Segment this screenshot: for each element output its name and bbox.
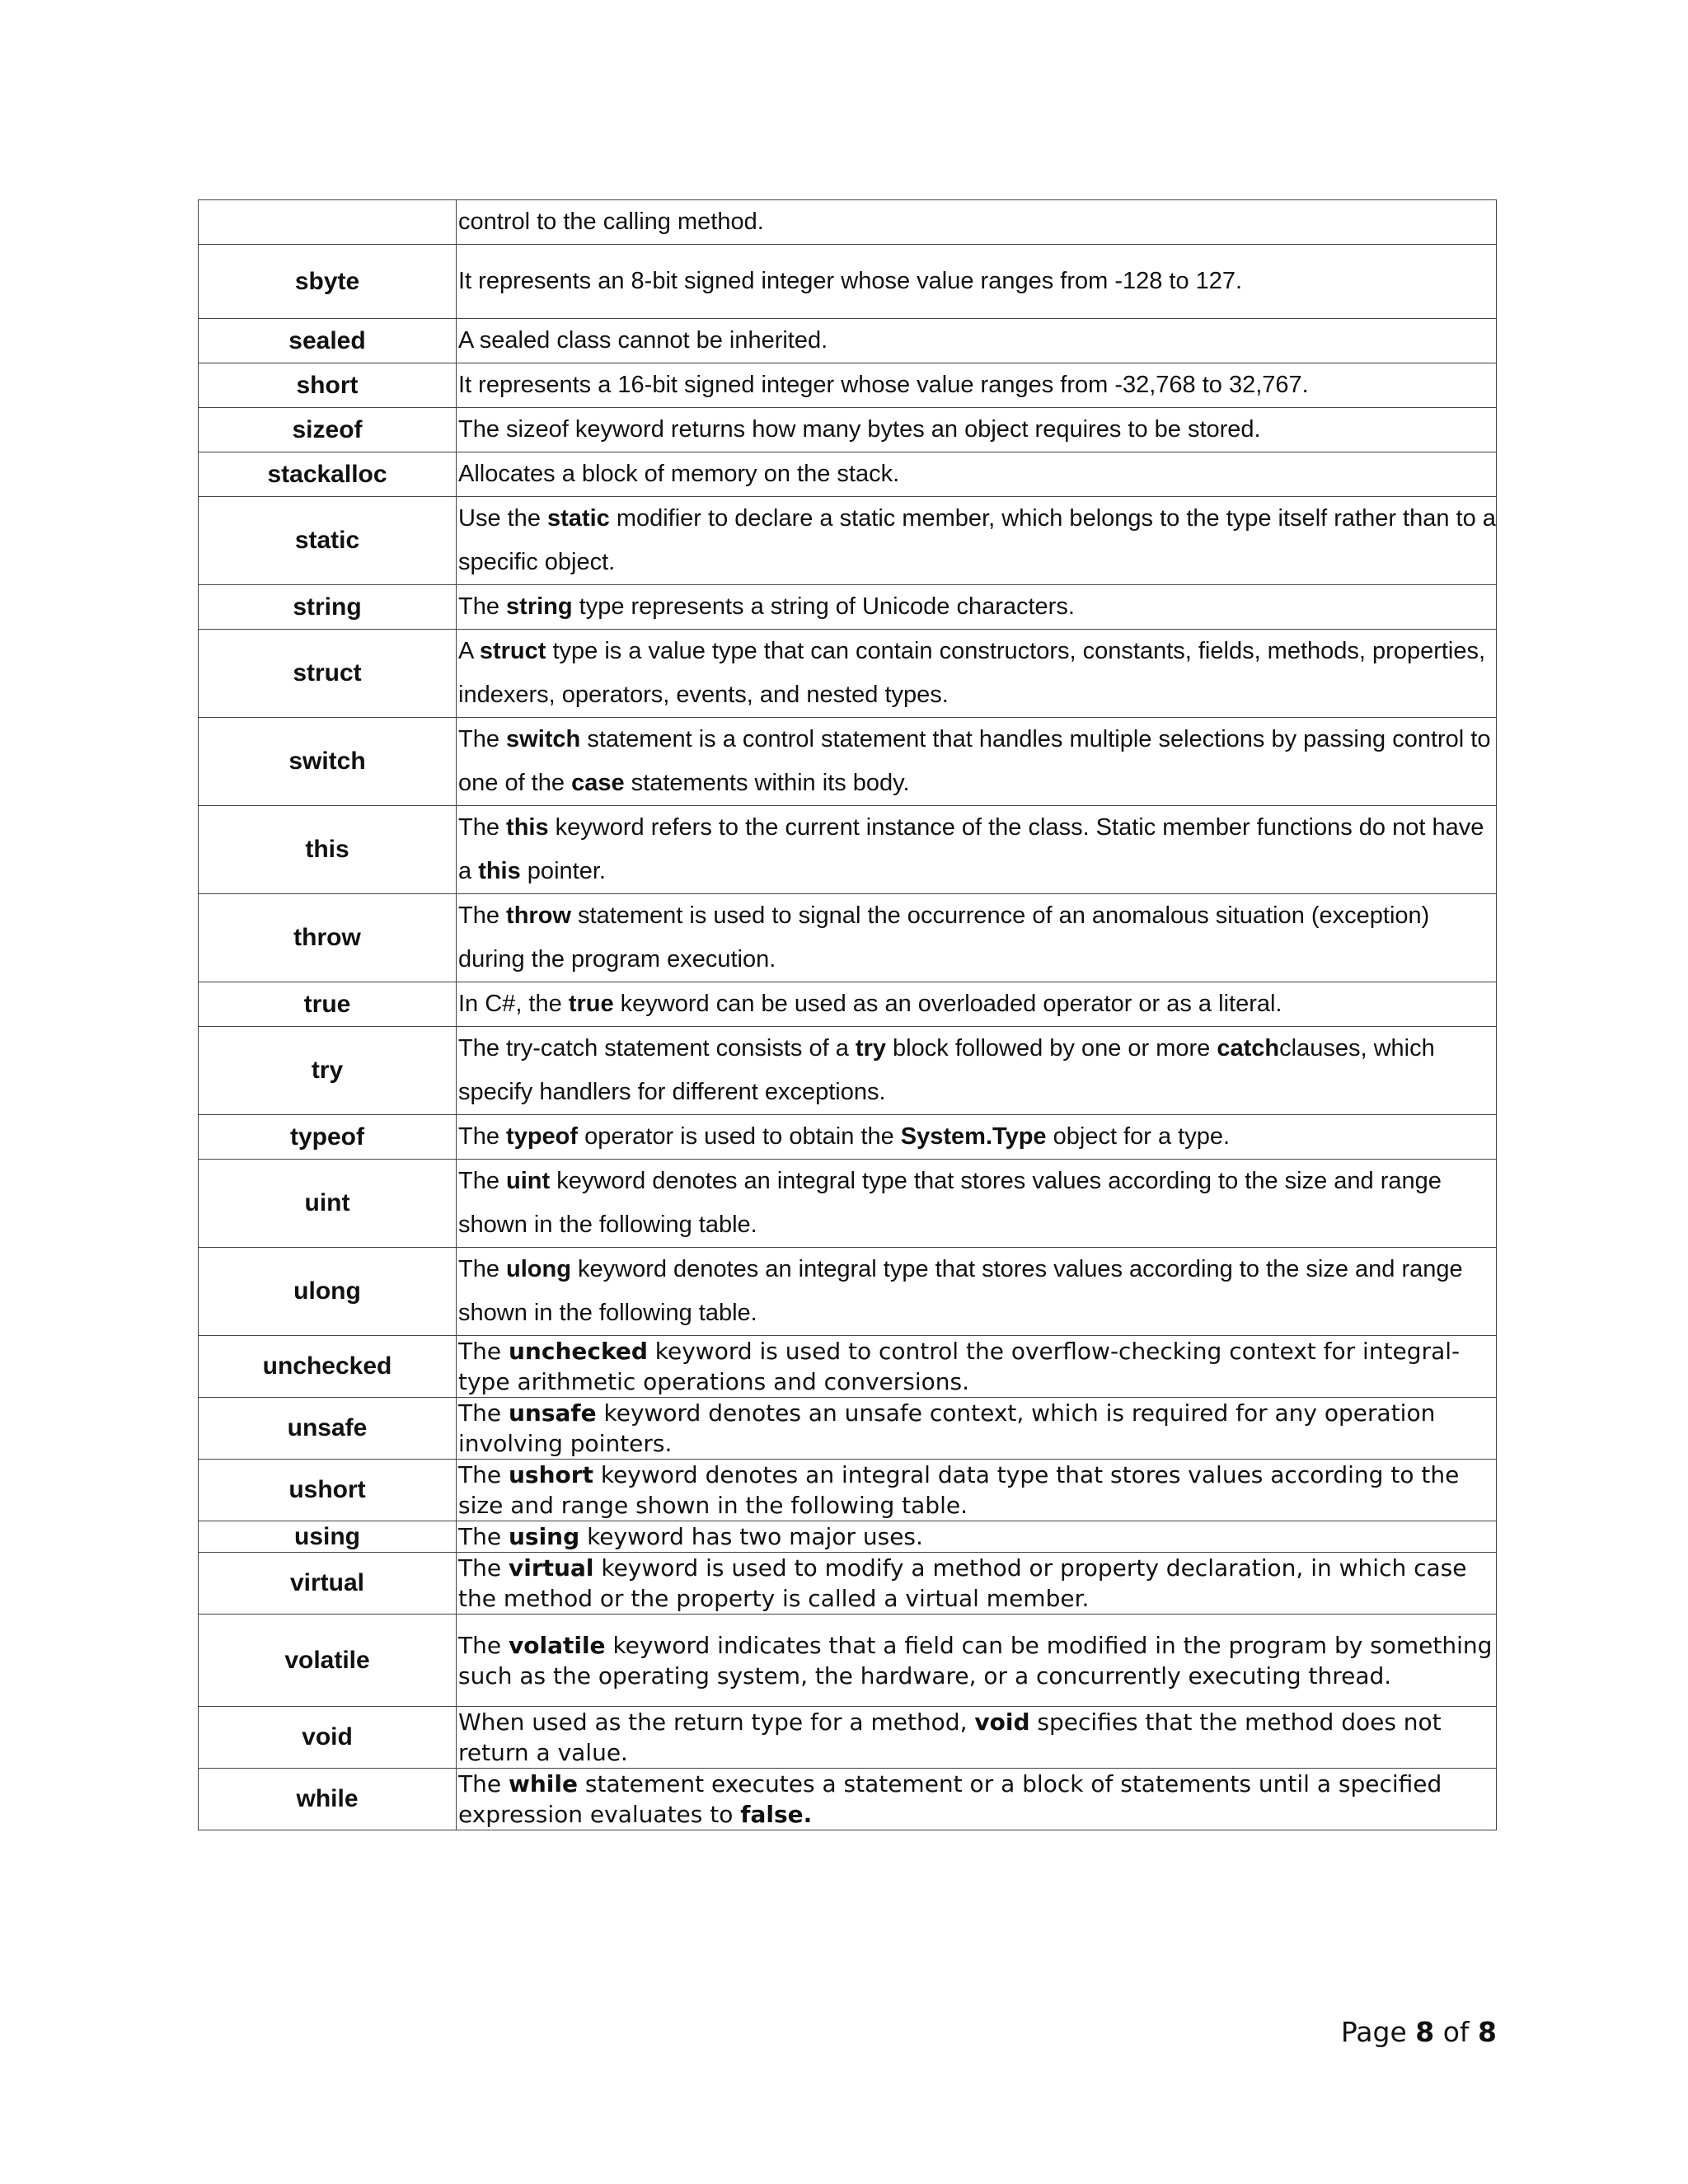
table-row xyxy=(199,363,1497,408)
description-text: pointer. xyxy=(520,858,606,884)
description-cell xyxy=(457,1707,1497,1769)
description-cell xyxy=(457,1398,1497,1460)
keyword-cell: this xyxy=(199,806,457,894)
table-row xyxy=(199,497,1497,585)
description-text: type represents a string of Unicode characters. xyxy=(572,593,1075,620)
keyword-cell: sizeof xyxy=(199,408,457,452)
table-row xyxy=(199,1027,1497,1115)
description-text: The xyxy=(458,726,507,752)
description-text: The xyxy=(458,1554,509,1582)
description-text: The xyxy=(458,1168,507,1194)
table-row xyxy=(199,1521,1497,1553)
keyword-cell xyxy=(199,200,457,245)
keyword-cell: using xyxy=(199,1521,457,1553)
description-text: keyword denotes an integral data type that stores values according to the size and range shown in the following table. xyxy=(458,1461,1460,1519)
description-cell xyxy=(457,1615,1497,1707)
description-text: object for a type. xyxy=(1046,1123,1231,1150)
table-row xyxy=(199,1398,1497,1460)
keyword-cell: unchecked xyxy=(199,1336,457,1398)
description-text: A xyxy=(458,638,480,664)
description-text: The xyxy=(458,1338,509,1365)
description-text: statement is used to signal the occurrence of an anomalous situation (exception) during the program execution. xyxy=(458,902,1430,972)
description-text: It represents a 16-bit signed integer whose value ranges from -32,768 to 32,767. xyxy=(458,372,1309,398)
table-row xyxy=(199,1460,1497,1521)
keyword-cell: throw xyxy=(199,894,457,982)
description-text: block followed by one or more xyxy=(886,1035,1217,1062)
table-row xyxy=(199,806,1497,894)
description-cell xyxy=(457,1248,1497,1336)
description-text: In C#, the xyxy=(458,991,569,1017)
description-cell xyxy=(457,982,1497,1027)
description-cell xyxy=(457,1115,1497,1160)
description-keyword: this xyxy=(506,814,549,841)
table-row xyxy=(199,1160,1497,1248)
keyword-cell: try xyxy=(199,1027,457,1115)
description-keyword: virtual xyxy=(508,1554,594,1582)
keyword-cell: typeof xyxy=(199,1115,457,1160)
description-cell xyxy=(457,363,1497,408)
description-text: The xyxy=(458,1770,509,1797)
description-text: keyword indicates that a field can be modified in the program by something such as the operating system, the hardware, or a concurrently executing thread. xyxy=(458,1631,1493,1690)
description-keyword: throw xyxy=(506,902,571,929)
description-keyword: case xyxy=(571,770,625,796)
keyword-cell: unsafe xyxy=(199,1398,457,1460)
keyword-cell: while xyxy=(199,1769,457,1830)
description-text: The xyxy=(458,902,507,929)
table-row xyxy=(199,319,1497,363)
description-text: It represents an 8-bit signed integer whose value ranges from -128 to 127. xyxy=(458,268,1243,294)
description-text: The xyxy=(458,1523,509,1550)
description-keyword: try xyxy=(855,1035,886,1062)
description-text: specifies that the method does not return a value. xyxy=(458,1708,1442,1766)
description-keyword: while xyxy=(508,1770,578,1797)
table-row xyxy=(199,1707,1497,1769)
description-keyword: switch xyxy=(506,726,581,752)
description-text: The xyxy=(458,1123,507,1150)
description-keyword: struct xyxy=(479,638,546,664)
table-row xyxy=(199,408,1497,452)
page-prefix: Page xyxy=(1340,2016,1416,2048)
description-text: The xyxy=(458,593,507,620)
description-cell xyxy=(457,806,1497,894)
description-text: keyword denotes an integral type that stores values according to the size and range shown in the following table. xyxy=(458,1168,1442,1238)
description-text: keyword is used to control the overflow-checking context for integral-type arithmetic operations and conversions. xyxy=(458,1338,1461,1395)
keyword-cell: sbyte xyxy=(199,245,457,319)
table-row xyxy=(199,1248,1497,1336)
description-text: clauses, which specify handlers for different exceptions. xyxy=(458,1035,1435,1105)
description-keyword: unsafe xyxy=(508,1399,597,1427)
description-text: The xyxy=(458,1256,507,1282)
description-cell xyxy=(457,1027,1497,1115)
description-text: The xyxy=(458,814,507,841)
keyword-cell: volatile xyxy=(199,1615,457,1707)
description-text: operator is used to obtain the xyxy=(578,1123,901,1150)
description-text: control to the calling method. xyxy=(458,209,764,235)
description-cell xyxy=(457,245,1497,319)
description-text: keyword can be used as an overloaded operator or as a literal. xyxy=(613,991,1282,1017)
page-current: 8 xyxy=(1415,2016,1435,2048)
table-row xyxy=(199,1336,1497,1398)
table-row xyxy=(199,200,1497,245)
description-cell xyxy=(457,319,1497,363)
description-text: The xyxy=(458,1631,509,1659)
description-cell xyxy=(457,1160,1497,1248)
description-cell xyxy=(457,497,1497,585)
description-keyword: ushort xyxy=(508,1461,593,1488)
description-keyword: string xyxy=(506,593,573,620)
description-keyword: System.Type xyxy=(900,1123,1047,1150)
description-keyword: using xyxy=(508,1523,580,1550)
page-number xyxy=(1341,2016,1497,2048)
description-keyword: uint xyxy=(506,1168,551,1194)
keyword-cell: sealed xyxy=(199,319,457,363)
description-keyword: true xyxy=(568,991,614,1017)
description-cell xyxy=(457,718,1497,806)
keyword-cell: struct xyxy=(199,630,457,718)
description-text: keyword is used to modify a method or property declaration, in which case the method or the property is called a virtual member. xyxy=(458,1554,1467,1612)
keyword-cell: string xyxy=(199,585,457,630)
description-keyword: void xyxy=(974,1708,1030,1736)
table-row xyxy=(199,452,1497,497)
description-cell xyxy=(457,1769,1497,1830)
table-row xyxy=(199,1553,1497,1615)
description-cell xyxy=(457,452,1497,497)
description-text: statement is a control statement that handles multiple selections by passing control to one of the xyxy=(458,726,1491,796)
description-text: type is a value type that can contain constructors, constants, fields, methods, properties, indexers, operators, events, and nested types. xyxy=(458,638,1486,708)
description-keyword: static xyxy=(547,505,610,532)
table-row xyxy=(199,718,1497,806)
description-keyword: false. xyxy=(740,1801,813,1828)
description-cell xyxy=(457,1336,1497,1398)
description-text: Allocates a block of memory on the stack. xyxy=(458,461,900,487)
description-cell xyxy=(457,894,1497,982)
description-text: keyword denotes an unsafe context, which is required for any operation involving pointers. xyxy=(458,1399,1436,1457)
page-middle: of xyxy=(1434,2016,1479,2048)
description-cell xyxy=(457,200,1497,245)
description-keyword: typeof xyxy=(506,1123,579,1150)
description-text: The sizeof keyword returns how many bytes an object requires to be stored. xyxy=(458,416,1261,443)
keyword-cell: true xyxy=(199,982,457,1027)
description-text: When used as the return type for a method, xyxy=(458,1708,975,1736)
table-row xyxy=(199,1615,1497,1707)
description-text: statement executes a statement or a block of statements until a specified expression evaluates to xyxy=(458,1770,1442,1828)
description-keyword: this xyxy=(478,858,521,884)
keyword-cell: uint xyxy=(199,1160,457,1248)
description-text: A sealed class cannot be inherited. xyxy=(458,327,828,354)
description-keyword: unchecked xyxy=(508,1338,648,1365)
description-keyword: ulong xyxy=(506,1256,571,1282)
description-text: keyword refers to the current instance of the class. Static member functions do not have a xyxy=(458,814,1484,884)
table-row xyxy=(199,245,1497,319)
keyword-cell: static xyxy=(199,497,457,585)
description-cell xyxy=(457,630,1497,718)
keyword-cell: virtual xyxy=(199,1553,457,1615)
keyword-cell: ushort xyxy=(199,1460,457,1521)
table-row xyxy=(199,894,1497,982)
description-cell xyxy=(457,1521,1497,1553)
keyword-cell: switch xyxy=(199,718,457,806)
table-row xyxy=(199,1769,1497,1830)
keyword-cell: stackalloc xyxy=(199,452,457,497)
table-row xyxy=(199,1115,1497,1160)
description-cell xyxy=(457,1553,1497,1615)
description-cell xyxy=(457,1460,1497,1521)
description-text: Use the xyxy=(458,505,547,532)
description-keyword: volatile xyxy=(508,1631,606,1659)
description-text: keyword has two major uses. xyxy=(579,1523,923,1550)
description-cell xyxy=(457,408,1497,452)
description-text: modifier to declare a static member, which belongs to the type itself rather than to a specific object. xyxy=(458,505,1496,575)
table-row xyxy=(199,982,1497,1027)
keyword-cell: void xyxy=(199,1707,457,1769)
description-text: The try-catch statement consists of a xyxy=(458,1035,856,1062)
keyword-table-body xyxy=(199,200,1497,1830)
table-row xyxy=(199,630,1497,718)
table-row xyxy=(199,585,1497,630)
keyword-cell: ulong xyxy=(199,1248,457,1336)
description-cell xyxy=(457,585,1497,630)
description-text: The xyxy=(458,1461,509,1488)
page-total: 8 xyxy=(1478,2016,1497,2048)
description-text: statements within its body. xyxy=(624,770,910,796)
description-text: keyword denotes an integral type that stores values according to the size and range shown in the following table. xyxy=(458,1256,1463,1326)
keyword-cell: short xyxy=(199,363,457,408)
description-text: The xyxy=(458,1399,509,1427)
keyword-table xyxy=(198,199,1497,1830)
description-keyword: catch xyxy=(1217,1035,1280,1062)
